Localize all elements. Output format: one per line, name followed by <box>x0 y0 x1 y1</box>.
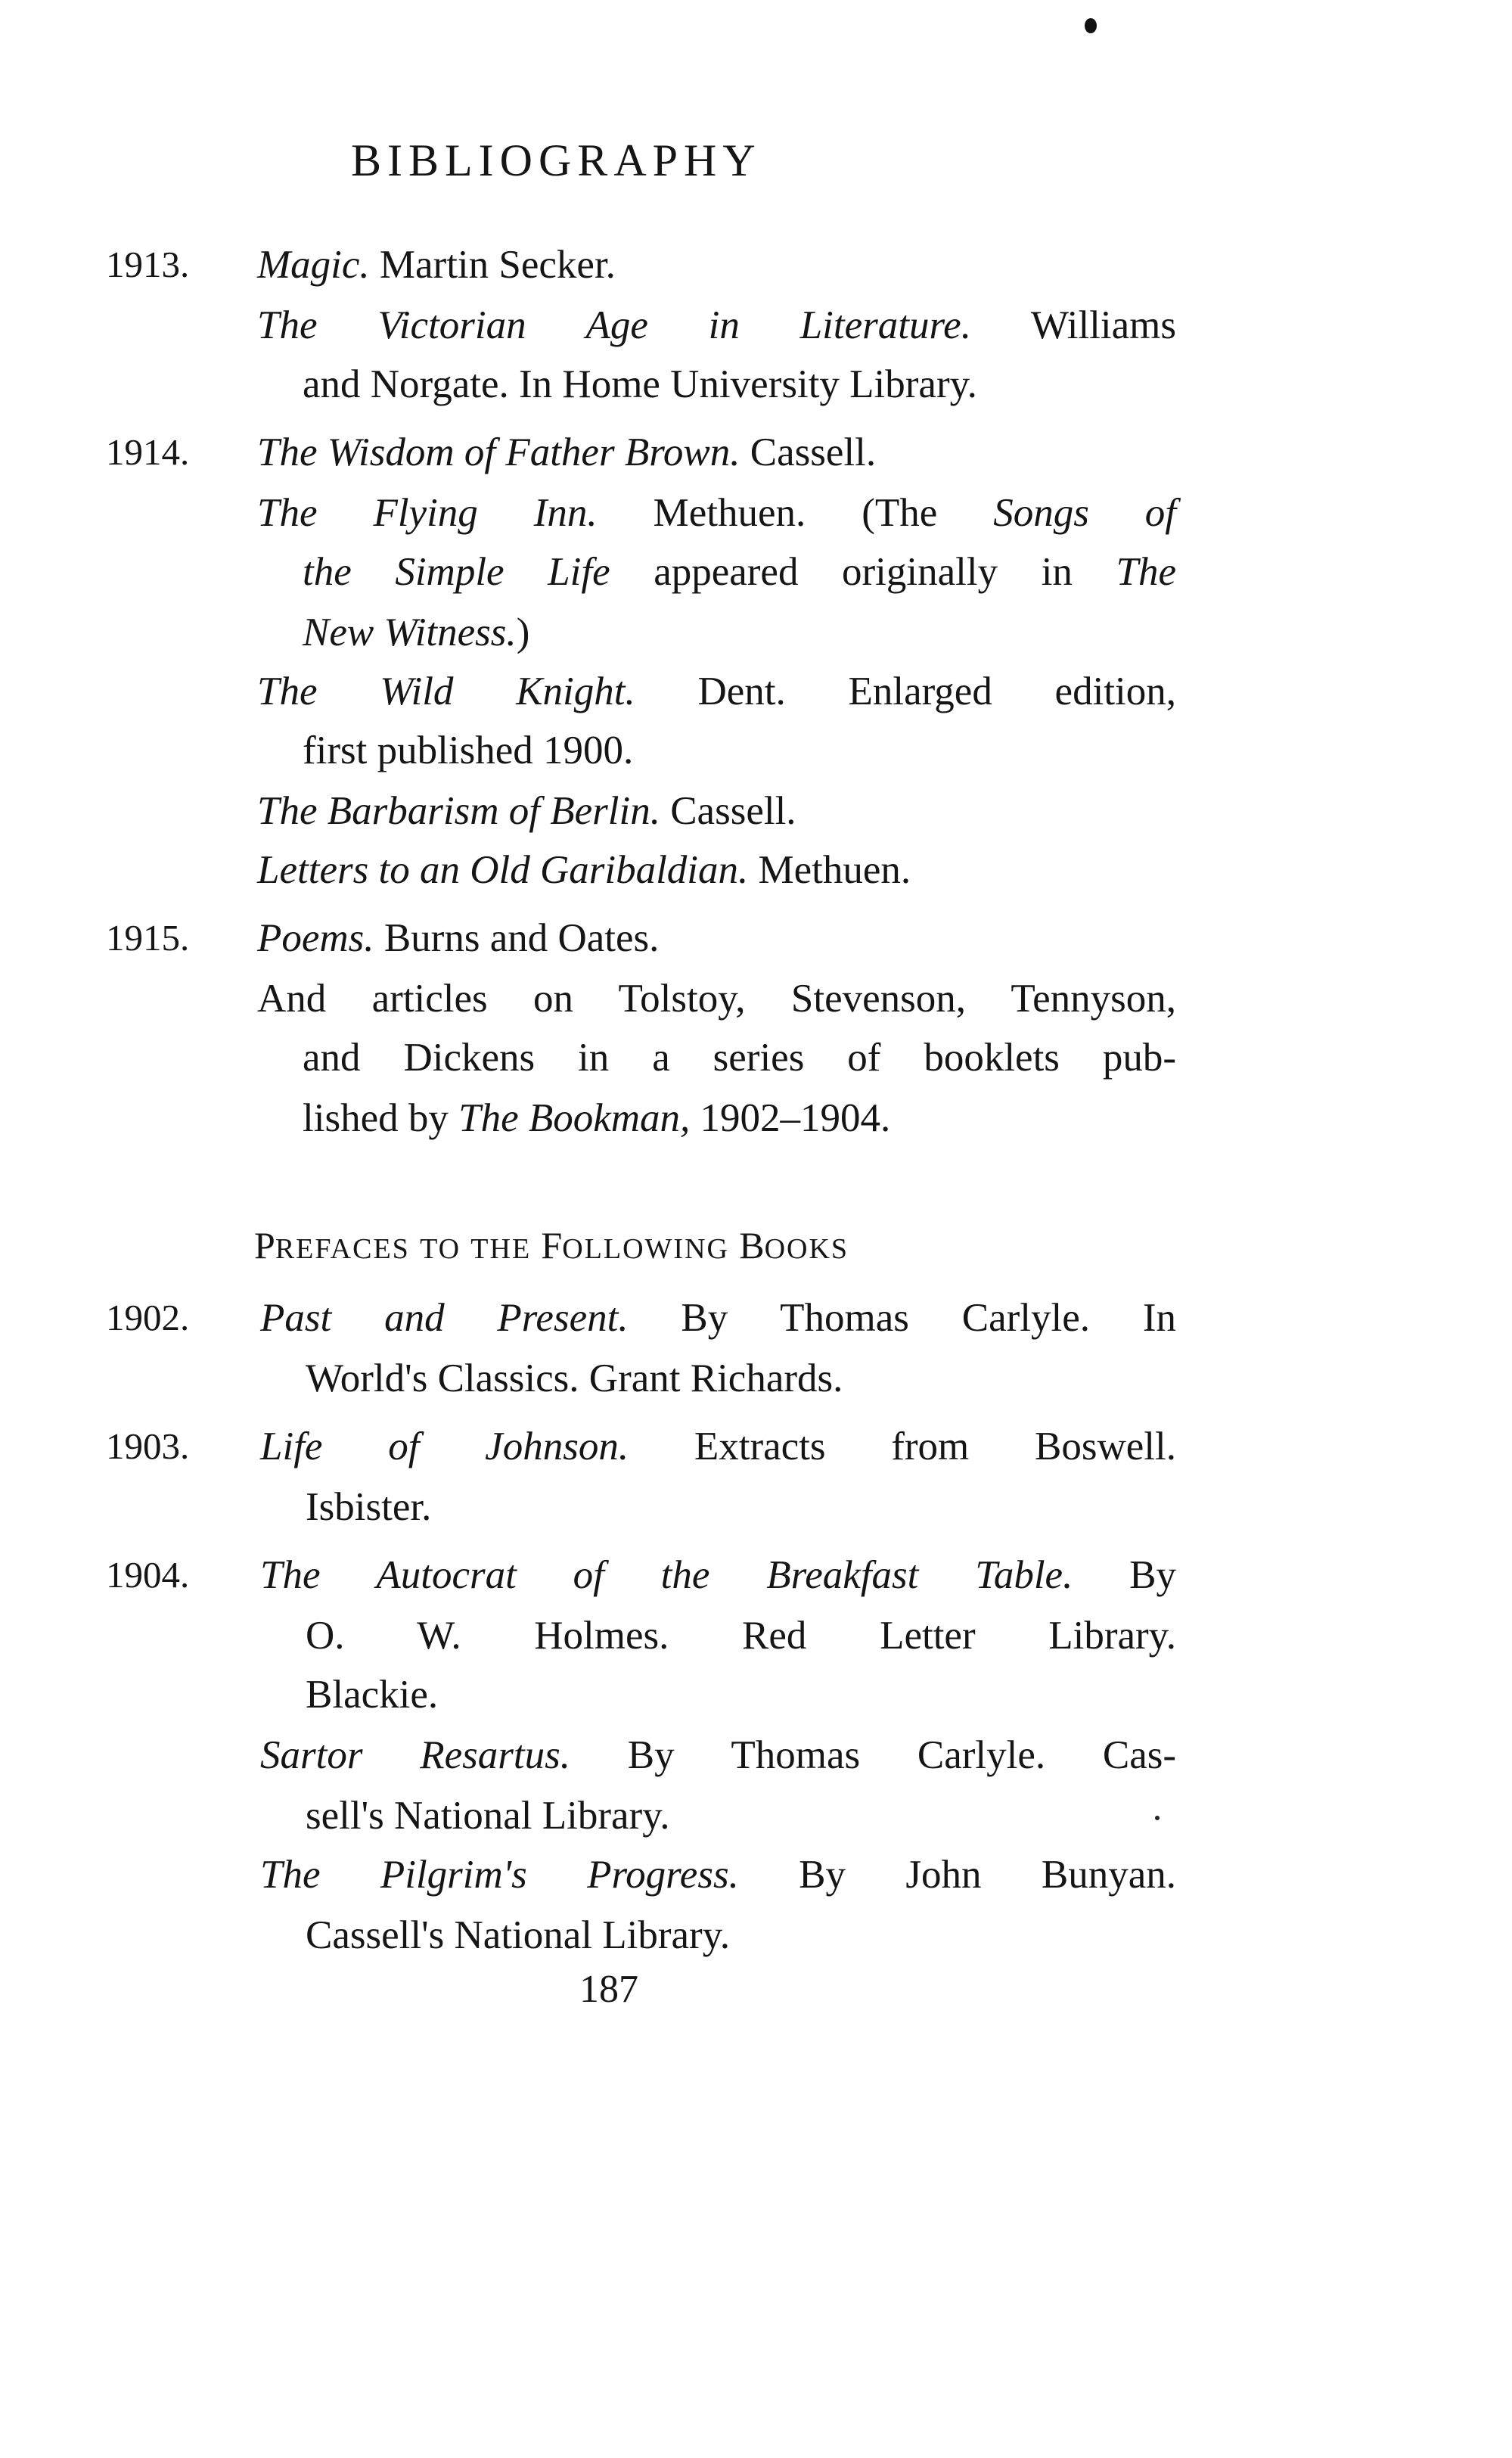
entry-title: Life of Johnson. <box>260 1425 629 1468</box>
entry-articles-line-3 <box>303 1095 890 1141</box>
running-head: BIBLIOGRAPHY <box>351 135 762 185</box>
preface-autocrat <box>260 1552 1176 1598</box>
entry-title: The Victorian Age in Literature. <box>257 303 971 347</box>
preface-pilgrims-progress-cont: Cassell's National Library. <box>306 1913 731 1957</box>
entry-publisher: Extracts from Boswell. <box>629 1425 1176 1468</box>
entry-title-songs: Songs of <box>993 491 1177 535</box>
entry-title: The Pilgrim's Progress. <box>260 1853 739 1897</box>
entry-articles-line-2: and Dickens in a series of booklets pub- <box>303 1036 1176 1080</box>
entry-articles-line-1: And articles on Tolstoy, Stevenson, Tennyson, <box>257 977 1176 1021</box>
heading-letter: P <box>254 1224 275 1266</box>
entry-publisher: Methuen. <box>748 848 911 892</box>
year-1915: 1915. <box>106 917 190 959</box>
entry-flying-inn-cont-2 <box>303 610 529 655</box>
entry-publisher: Dent. Enlarged edition, <box>635 670 1177 713</box>
entry-publisher: Cassell. <box>740 430 877 474</box>
entry-publisher: By Thomas Carlyle. In <box>628 1296 1176 1340</box>
preface-sartor-resartus <box>260 1732 1176 1778</box>
preface-autocrat-cont-1: O. W. Holmes. Red Letter Library. <box>306 1614 1176 1658</box>
entry-title: The Flying Inn. <box>257 491 598 535</box>
entry-victorian-age-cont: and Norgate. In Home University Library. <box>303 362 977 406</box>
year-1902: 1902. <box>106 1297 190 1338</box>
stray-ink-dot <box>1155 1816 1160 1820</box>
entry-wild-knight <box>257 669 1176 714</box>
section-heading-prefaces <box>254 1223 849 1272</box>
preface-pilgrims-progress <box>260 1852 1176 1897</box>
entry-title: Past and Present. <box>260 1296 629 1340</box>
entry-magic <box>257 242 616 287</box>
entry-publisher: Methuen. (The <box>597 491 994 535</box>
entry-publisher: By Thomas Carlyle. Cas- <box>570 1733 1176 1777</box>
entry-flying-inn-cont-1 <box>303 549 1176 595</box>
entry-publisher: Williams <box>970 303 1176 347</box>
preface-past-and-present-cont: World's Classics. Grant Richards. <box>306 1356 843 1400</box>
page-number: 187 <box>579 1968 638 2011</box>
heading-word: REFACES <box>275 1233 410 1265</box>
entry-wisdom-father-brown <box>257 430 876 475</box>
entry-title: The <box>1116 550 1177 594</box>
heading-word: OOKS <box>764 1233 849 1265</box>
heading-letter: B <box>739 1224 765 1266</box>
entry-title: Poems. <box>257 916 374 960</box>
year-1904: 1904. <box>106 1554 190 1596</box>
entry-wild-knight-cont: first published 1900. <box>303 729 634 772</box>
entry-barbarism-berlin <box>257 788 796 834</box>
entry-publisher: Martin Secker. <box>369 243 616 287</box>
entry-title: Magic. <box>257 243 370 287</box>
entry-publisher: Burns and Oates. <box>374 916 660 960</box>
entry-poems <box>257 915 659 961</box>
entry-title: New Witness. <box>303 611 517 654</box>
entry-title: Letters to an Old Garibaldian. <box>257 848 749 892</box>
entry-publisher: By John Bunyan. <box>738 1853 1176 1897</box>
entry-note: appeared originally in <box>610 550 1116 594</box>
heading-word: TO <box>420 1233 461 1265</box>
heading-word: OLLOWING <box>562 1233 729 1265</box>
heading-word: THE <box>470 1233 532 1265</box>
entry-letters-garibaldian <box>257 847 911 893</box>
entry-title: The Wisdom of Father Brown. <box>257 430 740 474</box>
preface-life-of-johnson <box>260 1424 1176 1469</box>
entry-flying-inn <box>257 490 1176 536</box>
entry-note: ) <box>516 611 530 654</box>
entry-title: The Wild Knight. <box>257 670 635 713</box>
entry-title: The Barbarism of Berlin. <box>257 789 660 833</box>
entry-publisher: Cassell. <box>660 789 796 833</box>
preface-life-of-johnson-cont: Isbister. <box>306 1485 432 1529</box>
entry-text: lished by <box>303 1096 459 1140</box>
preface-autocrat-cont-2: Blackie. <box>306 1673 439 1717</box>
ink-dot-mark <box>1085 18 1097 33</box>
preface-sartor-resartus-cont: sell's National Library. <box>306 1794 670 1838</box>
year-1903: 1903. <box>106 1425 190 1467</box>
entry-publisher: By <box>1073 1553 1176 1597</box>
entry-title: the Simple Life <box>303 550 610 594</box>
entry-text: 1902–1904. <box>690 1096 891 1140</box>
entry-title: The Autocrat of the Breakfast Table. <box>260 1553 1073 1597</box>
year-1914: 1914. <box>106 431 190 473</box>
entry-title: The Bookman, <box>458 1096 691 1140</box>
year-1913: 1913. <box>106 244 190 285</box>
heading-letter: F <box>541 1224 563 1266</box>
preface-past-and-present <box>260 1295 1176 1341</box>
entry-title: Sartor Resartus. <box>260 1733 570 1777</box>
entry-victorian-age <box>257 303 1176 348</box>
